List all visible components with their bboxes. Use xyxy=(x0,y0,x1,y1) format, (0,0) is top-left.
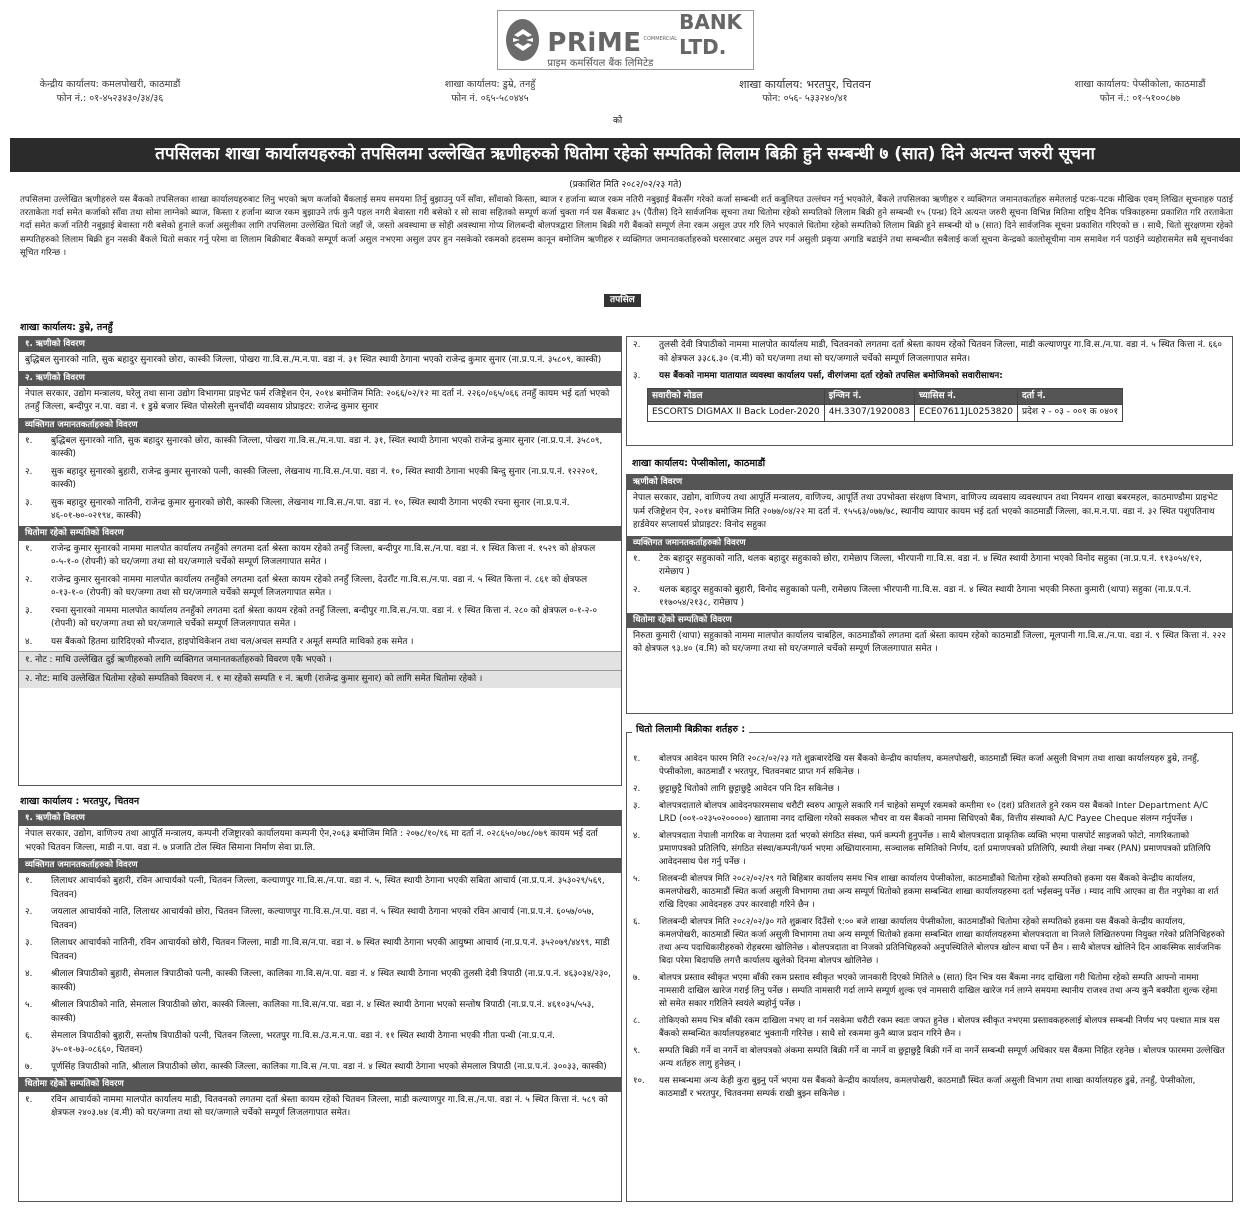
schedule-tag: तपसिल xyxy=(604,294,641,307)
pepsicola-collateral-header: धितोमा रहेको सम्पतिको विवरण xyxy=(627,613,1232,628)
ko-text: को xyxy=(613,116,623,126)
list-item: ४. श्रीलाल त्रिपाठीको बुहारी, सेमलाल त्रिपाठीको पत्नी, कास्की जिल्ला, कालिका गा.वि.स/न.पा. वडा नं. ४ स्थित स्थायी ठेगाना भएकी तुलसी देवी त्रिपाठी (ना.प्र.प.नं. ४६३०३४/२३०, कास्की) xyxy=(25,969,611,993)
list-item: ३. लिलाधर आचार्यको नातिनी, रविन आचार्यको छोरी, चितवन जिल्ला, माडी गा.वि.स/न.पा. वडा नं. ७ स्थित स्थायी ठेगाना भएकी आयुष्मा आचार्य (ना.प्र.प.नं. ३५२०७९/४४९९, माडी चितवन) xyxy=(25,938,610,962)
office-bharatpur: शाखा कार्यालय: भरतपुर, चितवन फोन: ०५६- ५३३२४०/४१ xyxy=(739,78,871,104)
table-row: ESCORTS DIGMAX II Back Loder-2020 4H.3307/1920083 ECE07611JL0253820 प्रदेश २ - ०३ - ००१ क ०४०१ xyxy=(648,405,1123,422)
bharatpur-section xyxy=(18,810,622,1202)
dumre-note-2: २. नोट: माथि उल्लेखित धितोमा रहेको सम्पतिको विवरण नं. १ मा रहेको सम्पति १ नं. ऋणी (राजेन्द्र कुमार सुनार) को लागि समेत धितोमा रहेको । xyxy=(19,670,621,689)
office-pepsicola: शाखा कार्यालय: पेप्सीकोला, काठमाडौं फोन नं.: ०१-५१००८७७ xyxy=(1074,79,1206,104)
branch-title-bharatpur: शाखा कार्यालय : भरतपुर, चितवन xyxy=(20,796,140,807)
branch-title-pepsicola: शाखा कार्यालय: पेप्सीकोला, काठमाडौं xyxy=(632,458,766,469)
pepsicola-borrower-header: ऋणीको विवरण xyxy=(627,475,1232,490)
publication-date: (प्रकाशित मिति २०८२/०२/२३ गते) xyxy=(569,180,682,190)
vehicle-table xyxy=(647,388,1123,422)
terms-title: धितो लिलामी बिक्रीका शर्तहरु : xyxy=(632,724,749,736)
office-dumre: शाखा कार्यालय: डुम्रे, तनहुँ फोन नं. ०६५-५८०४४५ xyxy=(444,79,536,104)
list-item: ६. शिलबन्दी बोलपत्र मिति २०८२/०२/३० गते शुक्रबार दिउँसो १:०० बजे शाखा कार्यालय पेप्सीकोला, काठमाडौंको धितोमा रहेको सम्पतिको हकमा यस बैंकको केन्द्रीय कार्यालय, कमलपोखरी, काठमाडौं स्थित कर्जा असुली विभागमा तथा अन्य सम्पूर्ण धितोको हकमा सम्बन्धित शाखा कार्यालयहरुमा बोलपत्रदाता वा निजले लिखितरुपमा नियुक्त गरेको प्रतिनिधिहरुको तथा अन्य पदाधिकारीहरुको रोहबरमा खोलिनेछ । बोलपत्रदाता वा निजको प्रतिनिधिहरुको अनुपस्थितिले बोलपत्र खोल्न बाधा पर्ने छैन । साथै बोलपत्र खोलिने दिन आकस्मिक सार्वजनिक बिदा परेमा बिदापछि लगत्तै कार्यालय खुलेको दिनमा बोलपत्र खोलिनेछ । xyxy=(633,917,1225,966)
brand-commercial: COMMERCIAL xyxy=(643,35,678,42)
dumre-borrower1-header: १. ऋणीको विवरण xyxy=(19,337,621,352)
list-item: ३. सुक बहादुर सुनारको नातिनी, राजेन्द्र कुमार सुनारको छोरी, कास्की जिल्ला, लेखनाथ गा.वि.स./न.पा. वडा नं. १०, स्थित स्थायी ठेगाना भएकी रचना सुनार (ना.प्र.प.नं. ४६-०१-७०-०२१९४, कास्की) xyxy=(25,497,570,521)
list-item: २. तुलसी देवी त्रिपाठीको नाममा मालपोत कार्यालय माडी, चितवनको लगतमा दर्ता श्रेस्ता कायम रहेको चितवन जिल्ला, माडी कल्याणपुर गा.वि.स./न.पा. वडा नं. ५ स्थित कित्ता नं. ६६० को क्षेत्रफल ३३८६.३० (व.मी) को घर/जग्गा तथा सो घर/जग्गाले चर्चेको सम्पूर्ण लिजलगापात समेत। xyxy=(633,340,1222,364)
dumre-borrower1-text: बुद्धिबल सुनारको नाति, सुक बहादुर सुनारको छोरा, कास्की जिल्ला, पोखरा गा.वि.स./म.न.पा. वडा नं. ३१ स्थित स्थायी ठेगाना भएको राजेन्द्र कुमार सुनार (ना.प्र.प.नं. ३५८०९, कास्की) xyxy=(25,355,602,365)
bharatpur-borrower-text: नेपाल सरकार, उद्योग, वाणिज्य तथा आपूर्ति मन्त्रालय, कम्पनी रजिष्ट्रारको कार्यालयमा कम्पनी ऐन,२०६३ बमोजिम मिति : २०७८/१०/१६ मा दर्ता नं. ०२८६५०/०७८/०७९ कायम भई दर्ता भएको चितवन जिल्ला, माडी न.पा. वडा नं. ७ प्रजाति टोल स्थित सिमाना निर्माण सेवा प्रा.लि. xyxy=(25,829,598,853)
list-item: १. रविन आचार्यको नाममा मालपोत कार्यालय माडी, चितवनको लगतमा दर्ता श्रेस्ता कायम रहेको चितवन जिल्ला, माडी कल्याणपुर गा.वि.स./न.पा. वडा नं. ५ स्थित कित्ता नं. ५८९ को क्षेत्रफल २४०३.७४ (व.मी) को घर/जग्गा तथा सो घर/जग्गाले चर्चेको सम्पूर्ण लिजलगापात समेत। xyxy=(25,1094,608,1118)
office-central: केन्द्रीय कार्यालय: कमलपोखरी, काठमाडौं फोन नं.: ०१-४५२३४३०/३४/३६ xyxy=(39,79,181,104)
dumre-collateral-header: धितोमा रहेको सम्पतिको विवरण xyxy=(19,526,621,541)
list-item: २. सुक बहादुर सुनारको बुहारी, राजेन्द्र कुमार सुनारको पत्नी, कास्की जिल्ला, लेखनाथ गा.वि.स./न.पा. वडा नं. १०, स्थित स्थायी ठेगाना भएकी बिन्दु सुनार (ना.प्र.प.नं. १२२२०१, कास्की) xyxy=(25,466,598,490)
list-item: ४. यस बैंकको हितमा ग्रारिदिएको मौज्दात, हाइपोथिकेशन तथा चल/अचल सम्पति र अमूर्त सम्पति माथिको हक समेत । xyxy=(25,636,414,647)
list-item: ९. सम्पति बिक्री गर्ने वा नगर्ने वा बोलपत्रको अंकमा सम्पति बिक्री गर्ने वा नगर्ने वा छुट्टाछुट्टै बिक्री गर्ने वा नगर्ने सम्बन्धी सम्पूर्ण अधिकार यस बैंकमा निहित रहनेछ । बोलपत्र फारममा उल्लेखित अन्य शर्तहरु लागु हुनेछन् । xyxy=(633,1046,1225,1069)
list-item: ८. तोकिएको समय भित्र बाँकी रकम दाखिला नभए वा गर्न नसकेमा धरौटी रकम स्वतः जफत हुनेछ । बोलपत्र स्वीकृत नभएमा प्रस्तावकहरुलाई बोलपत्र सम्बन्धी निर्णय भए पश्चात मात्र यस बैंकको सम्बन्धित कार्यालयहरुबाट भुक्तानी गरिनेछ । साथै सो रकममा कुनै ब्याज प्रदान गरिने छैन । xyxy=(633,1016,1220,1039)
list-item: १. बुद्धिबल सुनारको नाति, सुक बहादुर सुनारको छोरा, कास्की जिल्ला, पोखरा गा.वि.स./म.न.पा. वडा नं. ३१, स्थित स्थायी ठेगाना भएको राजेन्द्र कुमार सुनार (ना.प्र.प.नं. ३५८०९, कास्की) xyxy=(25,435,603,459)
bharatpur-collateral-header: धितोमा रहेको सम्पतिको विवरण xyxy=(19,1077,621,1092)
terms-section xyxy=(626,732,1233,1202)
pepsicola-borrower-text: नेपाल सरकार, उद्योग, वाणिज्य तथा आपूर्ति मन्त्रालय, वाणिज्य, आपूर्ति तथा उपभोक्ता संरक्षण विभाग, वाणिज्य व्यवसाय व्यवस्थापन तथा नियमन शाखा बबरमहल, काठमाण्डौमा प्राइभेट फर्म रजिष्ट्रेशन ऐन, २०१४ बमोजिम मिति २०७७/०४/२२ मा दर्ता नं. १५५६३/०७७/७८, स्थानीय व्यापार कायम भई दर्ता भएको काठमाडौं जिल्ला, का.म.न.पा. वडा नं. ३२ स्थित पशुपतिनाथ हार्डवेयर सप्लायर्स प्रोप्राइटर: विनोद सहुका xyxy=(633,493,1218,530)
intro-paragraph: तपसिलमा उल्लेखित ऋणीहरुले यस बैंकको तपसिलका शाखा कार्यालयहरुबाट लिनु भएको ऋण कर्जाको बैंकलाई समय समयमा तिर्नु बुझाउनु पर्ने साँवा, साँवाको किस्ता, ब्याज र हर्जाना ब्याज रकम नतिरी नबुझाई बैंकसँग गरेको कर्जा सम्बन्धी शर्त कबुलियत उल्लंघन गर्नु भएकोले, बैंकले तपसिलका ऋणीहरु र व्यक्तिगत जमानतकर्ताहरु समेतलाई पटक-पटक मौखिक एवम् लिखित सूचनाहरु पठाई तरताकेता गर्दा समेत कर्जाको साँवा तथा सोमा लाग्नेको ब्याज, किस्ता र हर्जाना ब्याज रकम बुझाउने तर्फ कुनै पहल नगरी बेवास्ता गरी बसेको र सो सावा सहितको सम्पूर्ण कर्जा चुक्ता गर्न यस बैंकबाट ३५ (पैंतीस) दिने सार्वजनिक सूचना तथा धितोमा रहेको सम्पतिको लिलाम बिक्री हुने सम्बन्धी १५ (पन्ध्र) दिने अत्यन्त जरुरी सूचना विभिन्न मितिमा राष्ट्रिय दैनिक पत्रिकाहरुमा प्रकाशित गरि तरताकेता गर्दा समेत कर्जा नतिरी नबुझाई बेवास्ता गरी बसेको हुनाले कर्जा असुलीका लागि तपसिलमा उल्लेखित धितो जहाँ जे, जस्तो अवस्थामा छ सोही अवस्थामा गोप्य शिलबन्दी बोलपत्रद्वारा लिलाम बिक्री गरी बैंकको सम्पूर्ण लेना रकम असुल उपर गरि लिने भएकाले धितोमा रहेको सम्पतिको लिलाम बिक्री हुने सम्बन्धी यो ७ (सात) दिने सार्वजनिक सूचना प्रकाशित गरिएको छ । साथै, धितो सुरक्षणमा रहेको सम्पतिहरुको लिलाम बिक्री हुन नसकी बैंकले धितो सकार गर्नु परेमा वा लिलाम बिक्रीबाट बैंकको सम्पूर्ण कर्जा असुल नभएमा असुल उपर हुन नसकेको रकमको हदसम्म कानून बमोजिम ऋणीहरु र व्यक्तिगत जमानतकर्ताहरुको घरसारबाट असुल उपर गर्न असुली प्रकृया अगाडि बढाईने तथा सम्बन्धीत सबैलाई कर्जा सूचना केन्द्रको कालोसूचीमा नाम समावेश गर्न पठाईने व्यहोरासमेत सबै सूचनार्थका सूचित गरिन्छ । xyxy=(20,195,1233,258)
list-item: १. लिलाधर आचार्यको बुहारी, रविन आचार्यको पत्नी, चितवन जिल्ला, कल्याणपुर गा.वि.स./न.पा. वडा नं. ५, स्थित स्थायी ठेगाना भएकी सबिता आचार्य (ना.प्र.प.नं. ३५३०२९/५६९, चितवन) xyxy=(25,876,605,900)
list-item: १०. यस सम्बन्धमा अन्य केही कुरा बुझ्नु पर्ने भएमा यस बैंकको केन्द्रीय कार्यालय, कमलपोखरी, काठमाडौं स्थित कर्जा असुली विभाग तथा शाखा कार्यालयहरु डुम्रे, तनहुँ, पेप्सीकोला, काठमाडौं र भरतपुर, चितवनमा सम्पर्क राखी बुझ्न सकिनेछ । xyxy=(633,1076,1196,1099)
list-item: ३. यस बैंकको नाममा यातायात व्यवस्था कार्यालय पर्सा, वीरगंजमा दर्ता रहेको तपसिल बमोजिमको सवारीसाधन: xyxy=(633,371,1003,381)
brand-name-nepali: प्राइम कमर्सियल बैंक लिमिटेड xyxy=(547,57,654,69)
list-item: ६. सेमलाल त्रिपाठीको बुहारी, सन्तोष त्रिपाठीको पत्नी, चितवन जिल्ला, भरतपुर गा.वि.स./उ.म.न.पा. वडा नं. ११ स्थित स्थायी ठेगाना भएकी गीता पन्थी (ना.प्र.प.नं. ३५-०१-७३-०८६६०, चितवन) xyxy=(25,1031,555,1055)
list-item: ७. बोलपत्र प्रस्ताव स्वीकृत भएमा बाँकी रकम प्रस्ताव स्वीकृत भएको जानकारी दिएको मितिले ७ (सात) दिन भित्र यस बैंकमा नगद दाखिला गरी धितोमा रहेको सम्पति आफ्नो नाममा नामसारी दाखिल खारेज गराई लिनु पर्नेछ । सम्पति नामसारी गर्दा लाग्ने सम्पूर्ण शुल्क एवं नामसारी दाखिल खारेज गर्न लाग्ने समयमा स्थानीय राजश्व तथा अन्य कुनै बक्यौता शुल्क रहेमा सो समेत सकार गरिलिने स्वयंले ब्यहोर्नु पर्नेछ । xyxy=(633,973,1218,1009)
list-item: ३. बोलपत्रदाताले बोलपत्र आवेदनफारमसाथ धरौटी स्वरुप आफूले सकारि गर्न चाहेको सम्पूर्ण रकमको कम्तीमा १० (दश) प्रतिशतले हुने रकम यस बैंकको Inter Department A/C LRD (००१-०२३५०२०००००) खातामा नगद दाखिला गरेको सक्कल भौचर वा यस बैंकको नाममा सिधिएको बैंक, वित्तीय संस्थाको A/C Payee Cheque संलग्न गर्नुपर्नेछ । xyxy=(633,801,1209,824)
list-item: ५. शिलबन्दी बोलपत्र मिति २०८२/०२/२९ गते बिहिबार कार्यालय समय भित्र शाखा कार्यालय पेप्सीकोला, काठमाडौंको धितोमा रहेको सम्पतिको हकमा यस बैंकको केन्द्रीय कार्यालय, कमलपोखरी, काठमाडौं स्थित कर्जा असुली विभागमा तथा अन्य सम्पूर्ण धितोको हकमा सम्बन्धित शाखा कार्यालयहरुमा दर्ता भईसक्नु पर्नेछ । म्याद नाघि आएका वा रीत नपुगेका वा शर्त राखि दिएका आवेदनहरु उपर कारवाही गरिने छैन । xyxy=(633,874,1219,910)
branch-title-dumre: शाखा कार्यालय: डुम्रे, तनहुँ xyxy=(20,322,113,333)
vehicle-col-reg: दर्ता नं. xyxy=(1017,388,1122,405)
notice-headline: तपसिलका शाखा कार्यालयहरुको तपसिलमा उल्लेखित ऋणीहरुको धितोमा रहेको सम्पतिको लिलाम बिक्री हुने सम्बन्धी ७ (सात) दिने अत्यन्त जरुरी सूचना xyxy=(10,138,1240,172)
list-item: २. जयलाल आचार्यको नाति, लिलाधर आचार्यको छोरा, चितवन जिल्ला, कल्याणपुर गा.वि.स./न.पा. वडा नं. ५ स्थित स्थायी ठेगाना भएको रविन आचार्य (ना.प्र.प.नं. ६०५७/०५७, चितवन) xyxy=(25,907,595,931)
list-item: २. थलक बहादुर सहुकाको बुहारी, विनोद सहुकाको पत्नी, रामेछाप जिल्ला भीरपानी गा.वि.स. वडा नं. ४ स्थित स्थायी ठेगाना भएकी निरुता कुमारी (थापा) सहुका (ना.प्र.प.नं. ११७०५४/२१३८, रामेछाप ) xyxy=(633,584,1192,608)
dumre-guarantors-header: व्यक्तिगत जमानतकर्ताहरुको विवरण xyxy=(19,418,621,433)
vehicle-col-engine: इन्जिन नं. xyxy=(824,388,914,405)
list-item: १. बोलपत्र आवेदन फारम मिति २०८२/०२/२३ गते शुक्रबारदेखि यस बैंकको केन्द्रीय कार्यालय, कमलपोखरी, काठमाडौं स्थित कर्जा असुली विभाग तथा शाखा कार्यालयहरु डुम्रे, तनहुँ, पेप्सीकोला, काठमाडौं र भरतपुर, चितवनबाट प्राप्त गर्न सकिनेछ । xyxy=(633,754,1200,777)
pepsicola-collateral-text: निरुता कुमारी (थापा) सहुकाको नाममा मालपोत कार्यालय चाबहिल, काठमाडौंको लगतमा दर्ता श्रेस्ता कायम रहेको काठमाडौं जिल्ला, मूलपानी गा.वि.स./न.पा. वडा नं. ९ स्थित कित्ता नं. २२२ को क्षेत्रफल ९३.४० (व.मि) को घर/जग्गा तथा सो घर/जग्गाले चर्चेको सम्पूर्ण लिजलगापात समेत । xyxy=(633,630,1227,654)
bharatpur-continued-section xyxy=(626,336,1233,446)
dumre-note-1: १. नोट : माथि उल्लेखित दुई ऋणीहरुको लागि व्यक्तिगत जमानतकर्ताहरुको विवरण एकै भएको । xyxy=(19,651,621,670)
vehicle-col-model: सवारीको मोडल xyxy=(648,388,825,405)
list-item: १. राजेन्द्र कुमार सुनारको नाममा मालपोत कार्यालय तनहुँको लगतमा दर्ता श्रेस्ता कायम रहेको तनहुँ जिल्ला, बन्दीपुर गा.वि.स./न.पा. वडा नं. १ स्थित कित्ता नं. १५२९ को क्षेत्रफल ०-५-१-० (रोपनी) को घर/जग्गा तथा सो घर/जग्गाले चर्चेको सम्पूर्ण लिजलगापात समेत । xyxy=(25,543,596,567)
vehicle-col-chassis: च्यासिस नं. xyxy=(914,388,1017,405)
list-item: १. टेक बहादुर सहुकाको नाति, थलक बहादुर सहुकाको छोरा, रामेछाप जिल्ला, भीरपानी गा.वि.स. वडा नं. ४ स्थित स्थायी ठेगाना भएको विनोद सहुका (ना.प्र.प.नं. ११३०५४/१२, रामेछाप ) xyxy=(633,553,1202,577)
list-item: ३. रचना सुनारको नाममा मालपोत कार्यालय तनहुँको लगतमा दर्ता श्रेस्ता कायम रहेको तनहुँ जिल्ला, बन्दीपुर गा.वि.स./न.पा. वडा नं. १ स्थित कित्ता नं. २८० को क्षेत्रफल ०-१-२-० (रोपनी) को घर/जग्गा तथा सो घर/जग्गाले चर्चेको सम्पूर्ण लिजलगापात समेत । xyxy=(25,605,598,629)
list-item: ७. पूर्णसिंह त्रिपाठीको नाति, श्रीलाल त्रिपाठीको छोरा, कास्की जिल्ला, कालिका गा.वि.स /न.पा. वडा नं. ४ स्थित स्थायी ठेगाना भएको सेमलाल त्रिपाठी (ना.प्र.प.नं. ३००३३, कास्की) xyxy=(25,1062,607,1072)
pepsicola-section xyxy=(626,474,1233,714)
list-item: ४. बोलपत्रदाता नेपाली नागरिक वा नेपालमा दर्ता भएको संगठित संस्था, फर्म कम्पनी हुनुपर्नेछ । साथै बोलपत्रदाता प्राकृतिक व्यक्ति भएमा पासपोर्ट साइजको फोटो, नागरिकताको प्रमाणपत्रको प्रतिलिपि, संगठित संस्था/कम्पनी/फर्म भएमा अख्तियारनामा, सञ्चालक समितिको निर्णय, दर्ता प्रमाणपत्रको प्रतिलिपि, स्थायी लेखा नम्बर (PAN) प्रमाणपत्रको प्रतिलिपि आवेदनसाथ पेश गर्नु पर्नेछ । xyxy=(633,831,1211,867)
brand-prime: PRiME xyxy=(547,28,642,59)
list-item: २. छुट्टाछुट्टै धितोको लागि छुट्टाछुट्टै आवेदन पनि दिन सकिनेछ । xyxy=(633,784,840,794)
brand-bank: BANK LTD. xyxy=(679,9,743,59)
dumre-borrower2-header: २. ऋणीको विवरण xyxy=(19,371,621,386)
bharatpur-guarantors-header: व्यक्तिगत जमानतकर्ताहरुको विवरण xyxy=(19,858,621,873)
bank-logo xyxy=(497,10,754,70)
dumre-section xyxy=(18,336,622,786)
dumre-borrower2-text: नेपाल सरकार, उद्योग मन्त्रालय, घरेलु तथा साना उद्योग विभागमा प्राइभेट फर्म रजिष्ट्रेशन ऐन, २०१४ बमोजिम मिति: २०६६/०२/१२ मा दर्ता नं. २२६०/०६५/०६६ तनहुँ कायम भई दर्ता भएको तनहुँ जिल्ला, बन्दीपुर न.पा. वडा नं. १ डुम्रे बजार स्थित पोसरेली सुनचाँदी व्यवसाय प्रोप्राइटर: राजेन्द्र कुमार सुनार xyxy=(25,388,610,412)
office-addresses xyxy=(15,78,1236,108)
pepsicola-guarantors-header: व्यक्तिगत जमानतकर्ताहरुको विवरण xyxy=(627,536,1232,551)
bank-emblem-icon xyxy=(506,19,539,61)
bharatpur-borrower-header: १. ऋणीको विवरण xyxy=(19,811,621,826)
list-item: २. राजेन्द्र कुमार सुनारको नाममा मालपोत कार्यालय तनहुँको लगतमा दर्ता श्रेस्ता कायम रहेको तनहुँ जिल्ला, देउराँट गा.वि.स./न.पा. वडा नं. ५ स्थित कित्ता नं. ८६१ को क्षेत्रफल ०-१३-१-० (रोपनी) को घर/जग्गा तथा सो घर/जग्गाले चर्चेको सम्पूर्ण लिजलगापात समेत । xyxy=(25,574,588,598)
list-item: ५. श्रीलाल त्रिपाठीको नाति, सेमलाल त्रिपाठीको छोरा, कास्की जिल्ला, कालिका गा.वि.स/न.पा. वडा नं. ४ स्थित स्थायी ठेगाना भएको सन्तोष त्रिपाठी (ना.प्र.प.नं. ४६१०३५/५५३, कास्की) xyxy=(25,1000,595,1024)
